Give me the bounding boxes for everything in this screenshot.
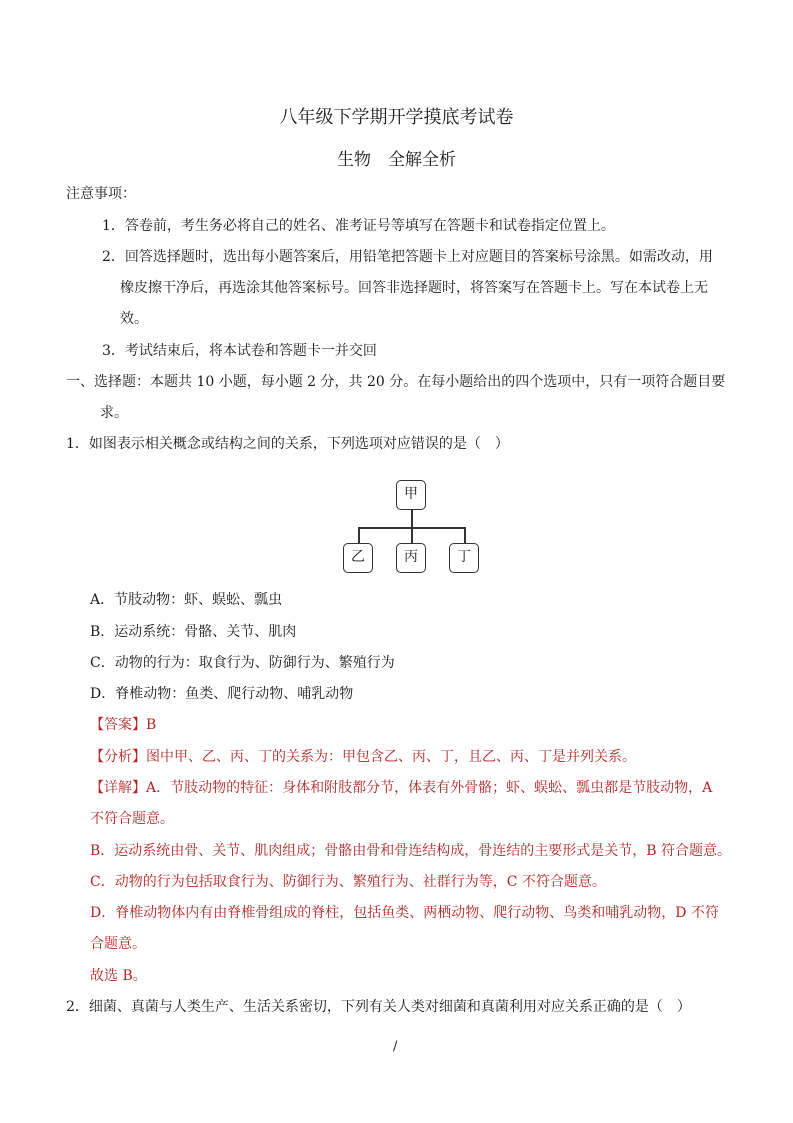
detail-line: B．运动系统由骨、关节、肌肉组成；骨骼由骨和骨连结构成，骨连结的主要形式是关节，B 符合题意。 xyxy=(90,843,732,859)
option-a: A．节肢动物：虾、蜈蚣、瓢虫 xyxy=(90,592,283,608)
section-heading: 一、选择题：本题共 10 小题，每小题 2 分，共 20 分。在每小题给出的四个选项中，只有一项符合题目要 xyxy=(66,374,726,390)
analysis-line: 【分析】图中甲、乙、丙、丁的关系为：甲包含乙、丙、丁，且乙、丙、丁是并列关系。 xyxy=(90,749,636,765)
diagram-node-child: 乙 xyxy=(343,543,373,573)
detail-line: C．动物的行为包括取食行为、防御行为、繁殖行为、社群行为等，C 不符合题意。 xyxy=(90,874,606,890)
diagram-node-child: 丙 xyxy=(396,543,426,573)
option-b: B．运动系统：骨骼、关节、肌肉 xyxy=(90,624,297,640)
diagram-connector xyxy=(411,510,413,528)
option-d: D．脊椎动物：鱼类、爬行动物、哺乳动物 xyxy=(90,686,354,702)
notice-item: 1．答卷前，考生务必将自己的姓名、准考证号等填写在答题卡和试卷指定位置上。 xyxy=(102,218,615,234)
question-stem: 1．如图表示相关概念或结构之间的关系，下列选项对应错误的是（ ） xyxy=(66,436,509,452)
notice-item: 效。 xyxy=(120,311,148,327)
diagram-connector xyxy=(411,527,413,543)
section-heading-cont: 求。 xyxy=(100,405,128,421)
page-subtitle: 生物 全解全析 xyxy=(337,150,456,170)
page-number: / xyxy=(393,1039,398,1054)
question-stem: 2．细菌、真菌与人类生产、生活关系密切，下列有关人类对细菌和真菌利用对应关系正确的是（ ） xyxy=(66,999,691,1015)
detail-line: 故选 B。 xyxy=(90,968,147,984)
diagram-node-child: 丁 xyxy=(449,543,479,573)
detail-line: 【详解】A．节肢动物的特征：身体和附肢都分节，体表有外骨骼；虾、蜈蚣、瓢虫都是节肢动物，A xyxy=(90,780,713,796)
detail-line: D．脊椎动物体内有由脊椎骨组成的脊柱，包括鱼类、两栖动物、爬行动物、鸟类和哺乳动物，D 不符 xyxy=(90,905,719,921)
diagram-connector xyxy=(358,527,360,543)
notice-item: 3．考试结束后，将本试卷和答题卡一并交回 xyxy=(102,343,377,359)
notice-item: 2．回答选择题时，选出每小题答案后，用铅笔把答题卡上对应题目的答案标号涂黑。如需改动，用 xyxy=(102,249,713,265)
detail-line: 不符合题意。 xyxy=(90,811,174,827)
page-title: 八年级下学期开学摸底考试卷 xyxy=(279,107,514,128)
answer-line: 【答案】B xyxy=(90,717,157,733)
notice-heading: 注意事项： xyxy=(66,186,136,202)
diagram-connector xyxy=(464,527,466,543)
detail-line: 合题意。 xyxy=(90,936,146,952)
option-c: C．动物的行为：取食行为、防御行为、繁殖行为 xyxy=(90,655,395,671)
diagram-node-top: 甲 xyxy=(396,480,426,510)
notice-item: 橡皮擦干净后，再选涂其他答案标号。回答非选择题时，将答案写在答题卡上。写在本试卷上无 xyxy=(120,280,708,296)
